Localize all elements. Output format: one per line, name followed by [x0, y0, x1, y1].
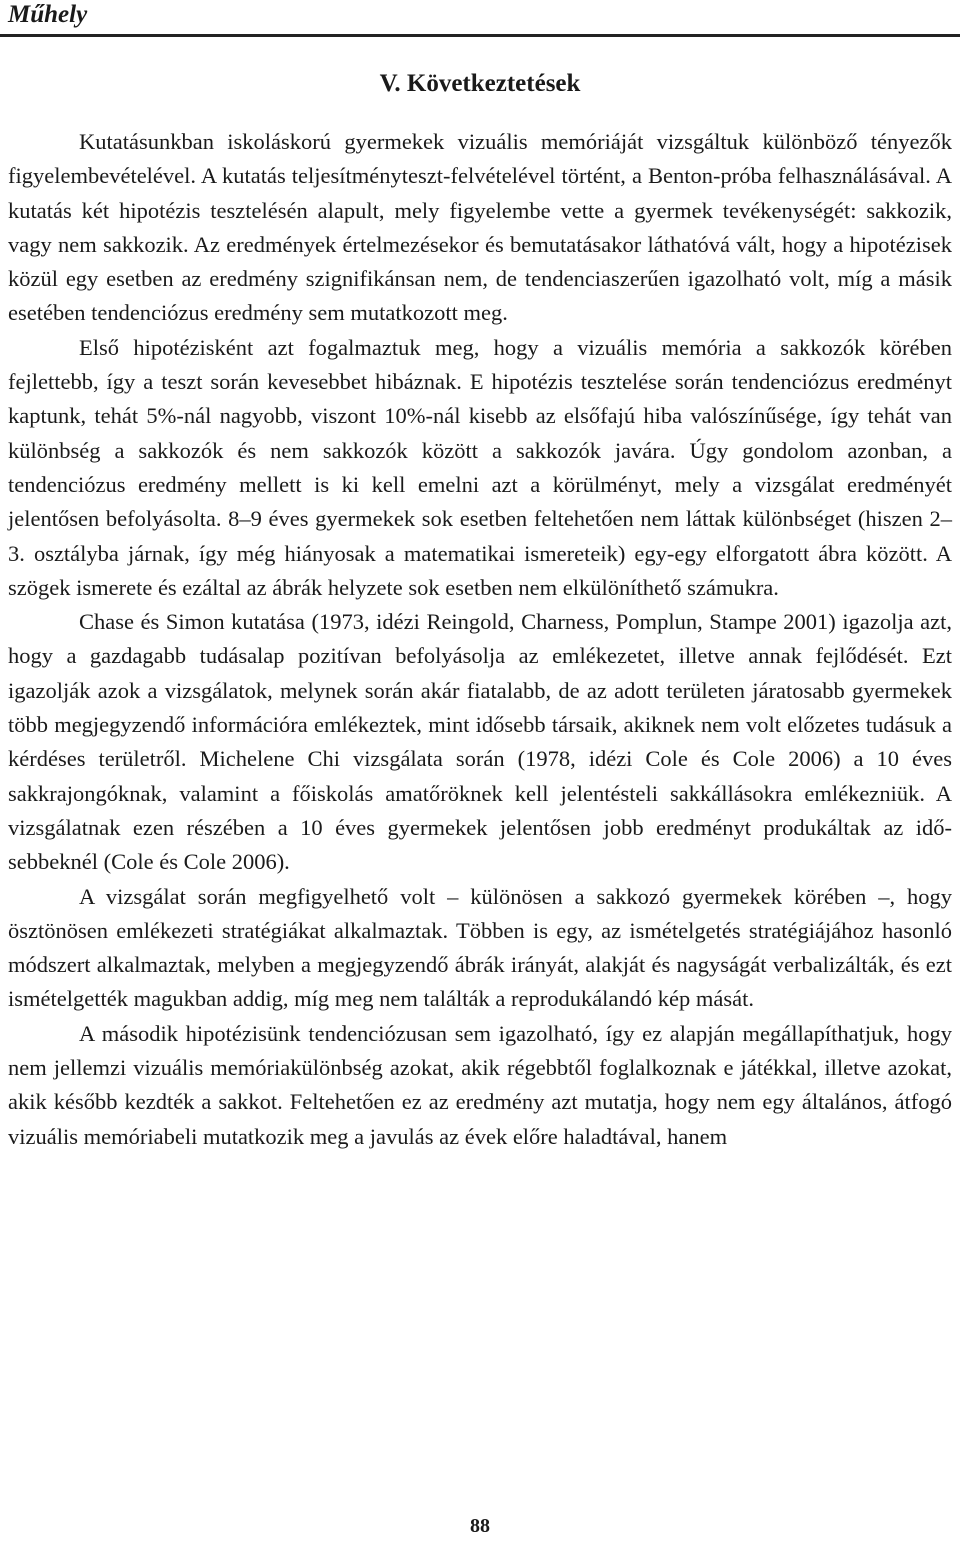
- paragraph-5: A második hipotézisünk tendenciózusan sem igazolható, így ez alapján megállapíthatjuk, hogy nem jellemzi vizuális memóriakülönbség azokat, akik régebbtől foglalkoznak e játékkal, illetve azokat, akik később kezdték a sakkot. Feltehetően ez az eredmény azt mutatja, hogy nem egy általános, átfogó vizuális memóriabeli mutatkozik meg a javulás az évek előre haladtával, hanem: [8, 1020, 952, 1149]
- page-number: 88: [470, 1515, 490, 1537]
- paragraph-1: Kutatásunkban iskoláskorú gyermekek vizuális memóriáját vizsgáltuk különböző tényezők figyelembevételével. A kutatás teljesítményteszt-felvételével történt, a Benton-próba felhasználásával. A kutatás két hipotézis tesztelésén alapult, mely figyelembe vette a gyermek tevékenységét: sakkozik, vagy nem sakkozik. Az eredmények értelmezésekor és bemutatásakor láthatóvá vált, hogy a hipotézisek közül egy esetben az eredmény szignifikánsan nem, de tendenciaszerűen igazolható volt, míg a másik esetében tendenciózus eredmény sem mutatkozott meg.: [8, 129, 952, 326]
- paragraph-4: A vizsgálat során megfigyelhető volt – különösen a sakkozó gyermekek körében –, hogy ösztönösen emlékezeti stratégiákat alkalmaztak. Többen is egy, az ismételgetés stratégiájához hasonló módszert alkalmaztak, melyben a megjegyzendő ábrák irányát, alakját és nagyságát verbalizálták, és ezt ismételgették magukban addig, míg meg nem találták a reprodukálandó kép mását.: [8, 883, 952, 1012]
- paragraph-2: Első hipotézisként azt fogalmaztuk meg, hogy a vizuális memória a sakkozók körében fejlettebb, így a teszt során kevesebbet hibáznak. E hipotézis tesztelése során tendenciózus eredményt kaptunk, tehát 5%-nál nagyobb, viszont 10%-nál kisebb az elsőfajú hiba valószínűsége, így tehát van különbség a sakkozók és nem sakkozók között a sakkozók javára. Úgy gondolom azonban, a tendenciózus eredmény mellett is ki kell emelni azt a körülményt, mely a vizsgálat eredményét jelentősen befolyásolta. 8–9 éves gyermekek sok esetben feltehetően nem láttak különbséget (hiszen 2–3. osztályba járnak, így még hiányosak a matematikai ismereteik) egy-egy elforgatott ábra között. A szögek ismerete és ezáltal az ábrák helyzete sok esetben nem elkülöníthető számukra.: [8, 334, 952, 600]
- running-head-title: Műhely: [8, 1, 88, 28]
- header-divider: [0, 34, 960, 37]
- paragraph-3: Chase és Simon kutatása (1973, idézi Reingold, Charness, Pomplun, Stampe 2001) igazolja azt, hogy a gazdagabb tudásalap pozitívan befolyásolja az emlékezetet, illetve annak fejlődését. Ezt igazolják azok a vizsgálatok, melynek során akár fiatalabb, de az adott területen járatosabb gyermekek több megjegyzendő információra emlékeztek, mint idősebb társaik, akiknek nem volt előzetes tudásuk a kérdéses területről. Michelene Chi vizsgálata során (1978, idézi Cole és Cole 2006) a 10 éves sakkrajongóknak, valamint a főiskolás amatőröknek kell jelentésteli sakkállásokra emlékezniük. A vizsgálatnak ezen részében a 10 éves gyermekek jelentősen jobb eredményt produkáltak az idősebbeknél (Cole és Cole 2006).: [8, 609, 952, 875]
- section-title: V. Következtetések: [379, 70, 581, 97]
- body-text: [8, 125, 952, 1154]
